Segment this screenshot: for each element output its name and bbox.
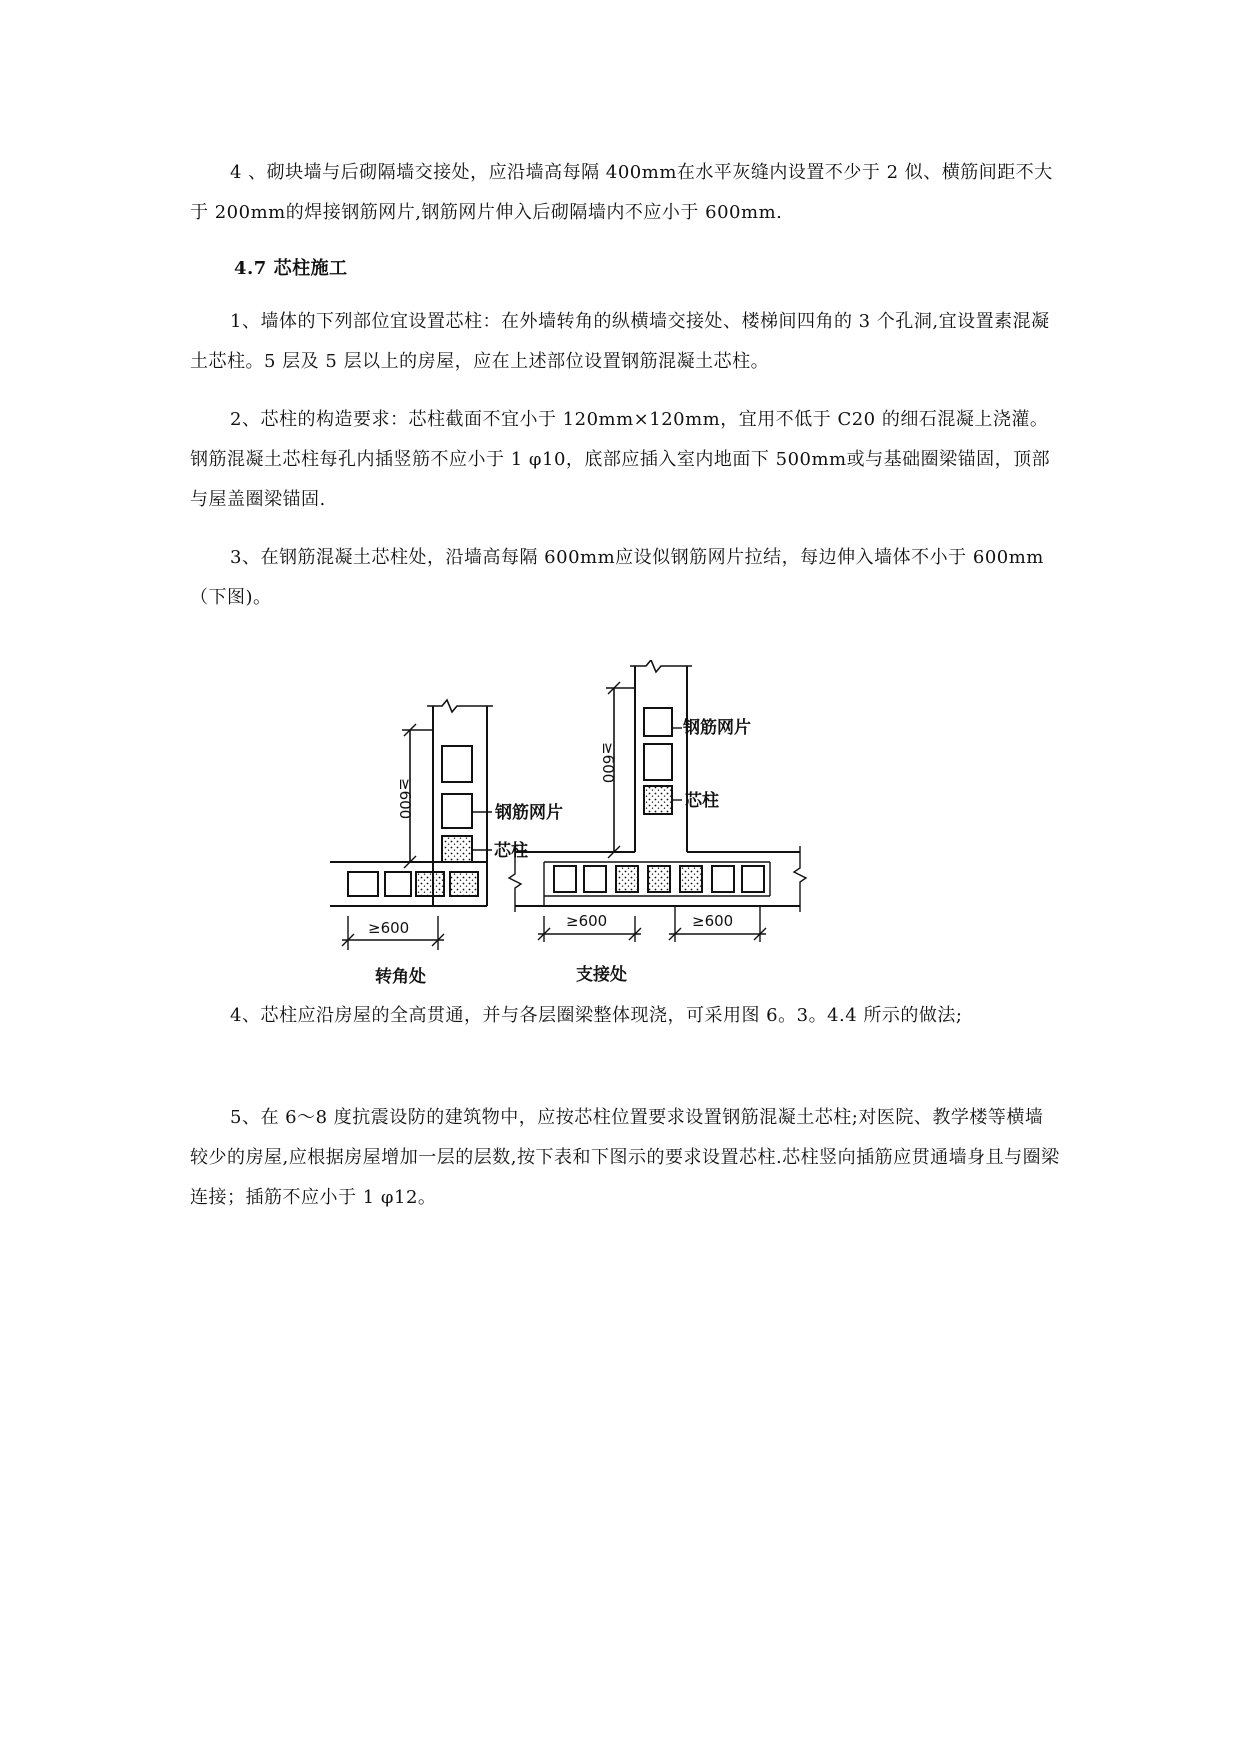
corner-detail <box>330 700 493 950</box>
junction-caption: 支接处 <box>576 965 627 985</box>
corner-caption: 转角处 <box>375 967 426 987</box>
junction-core-label: 芯柱 <box>685 791 719 811</box>
paragraph-core-column-locations: 1、墙体的下列部位宜设置芯柱：在外墙转角的纵横墙交接处、楼梯间四角的 3 个孔洞,宜设置素混凝土芯柱。5 层及 5 层以上的房屋，应在上述部位设置钢筋混凝土芯柱。 <box>190 311 1050 372</box>
junction-mesh-label: 钢筋网片 <box>683 718 751 738</box>
paragraph-partition-wall-mesh: 4 、砌块墙与后砌隔墙交接处，应沿墙高每隔 400mm在水平灰缝内设置不少于 2 似、横筋间距不大于 200mm的焊接钢筋网片,钢筋网片伸入后砌隔墙内不应小于 600mm. <box>190 162 1053 223</box>
corner-horizontal-dimension: ≥600 <box>368 919 410 937</box>
junction-horizontal-dimension-right: ≥600 <box>692 912 734 930</box>
junction-detail <box>509 660 806 942</box>
section-heading-core-column: 4.7 芯柱施工 <box>234 258 348 279</box>
junction-vertical-dimension: ≥600 <box>599 742 617 784</box>
paragraph-core-column-requirements: 2、芯柱的构造要求：芯柱截面不宜小于 120mm×120mm，宜用不低于 C20 的细石混凝上浇灌。钢筋混凝土芯柱每孔内插竖筋不应小于 1 φ10，底部应插入室内地面下 500mm或与基础圈梁锚固，顶部与屋盖圈梁锚固. <box>190 409 1051 510</box>
corner-vertical-dimension: ≥600 <box>396 778 414 820</box>
corner-mesh-label: 钢筋网片 <box>495 803 563 823</box>
paragraph-core-column-continuity: 4、芯柱应沿房屋的全高贯通，并与各层圈梁整体现浇，可采用图 6。3。4.4 所示的做法; <box>230 1005 963 1026</box>
core-column-figure <box>330 660 910 1000</box>
paragraph-core-column-mesh: 3、在钢筋混凝土芯柱处，沿墙高每隔 600mm应设似钢筋网片拉结，每边伸入墙体不小于 600mm（下图)。 <box>190 547 1044 608</box>
corner-core-label: 芯柱 <box>494 841 528 861</box>
core-column-diagram <box>330 660 910 1000</box>
junction-horizontal-dimension-left: ≥600 <box>566 912 608 930</box>
paragraph-seismic-core-columns: 5、在 6～8 度抗震设防的建筑物中，应按芯柱位置要求设置钢筋混凝土芯柱;对医院、教学楼等横墙较少的房屋,应根据房屋增加一层的层数,按下表和下图示的要求设置芯柱.芯柱竖向插筋应贯通墙身且与圈梁连接；插筋不应小于 1 φ12。 <box>190 1107 1060 1208</box>
